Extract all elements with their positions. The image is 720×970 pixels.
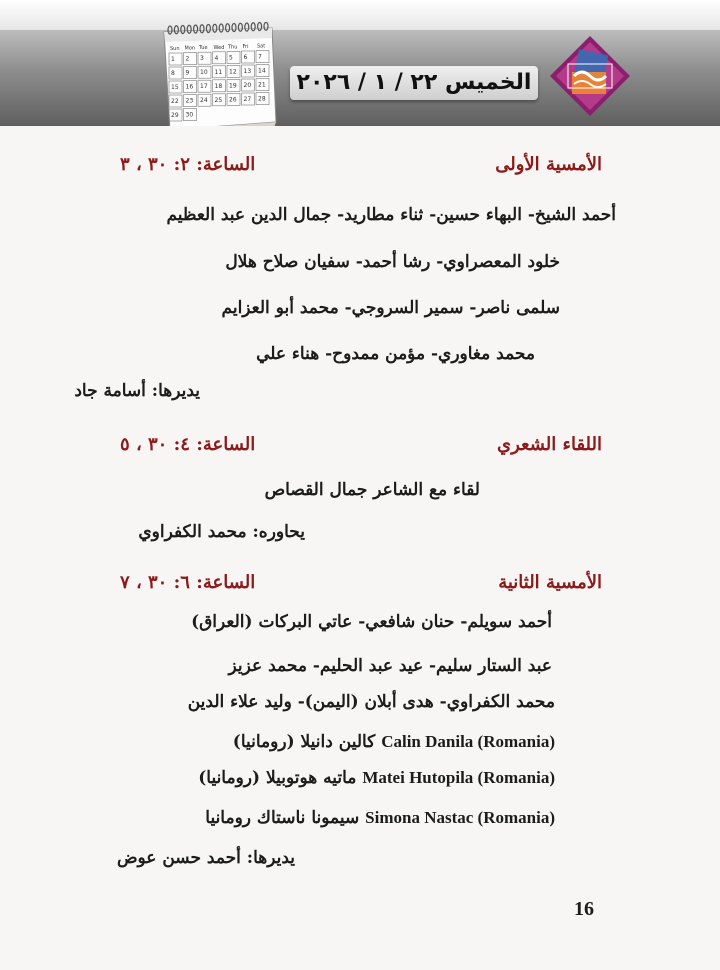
calendar-day-header: Wed xyxy=(213,44,225,51)
foreign-participant xyxy=(198,768,555,788)
page-header xyxy=(0,0,720,126)
foreign-name-arabic: ماتيه هوتوبيلا (رومانيا) xyxy=(198,768,357,788)
calendar-day-number: 5 xyxy=(229,54,233,62)
calendar-day-number: 22 xyxy=(171,98,179,105)
calendar-day-number: 28 xyxy=(258,95,266,103)
calendar-day-number: 12 xyxy=(229,68,237,76)
calendar-icon xyxy=(150,22,280,126)
section-title: الأمسية الثانية xyxy=(498,572,602,593)
participant-line: محمد الكفراوي- هدى أبلان (اليمن)- وليد علاء الدين xyxy=(187,692,555,712)
book-fair-logo xyxy=(548,34,632,118)
participant-line: أحمد سويلم- حنان شافعي- عاتي البركات (العراق) xyxy=(191,612,552,632)
participant-line: سلمى ناصر- سمير السروجي- محمد أبو العزايم xyxy=(221,298,560,318)
calendar-day-number: 15 xyxy=(171,84,179,91)
calendar-day-number: 25 xyxy=(214,96,223,104)
calendar-day-number: 8 xyxy=(171,70,175,77)
foreign-name-latin: Matei Hutopila (Romania) xyxy=(362,768,555,787)
page-number: 16 xyxy=(574,898,594,920)
calendar-day-header: Sat xyxy=(257,43,266,50)
calendar-day-number: 21 xyxy=(258,81,266,89)
calendar-day-number: 9 xyxy=(185,69,190,77)
calendar-day-number: 14 xyxy=(258,67,266,75)
event-date: الخميس ٢٢ / ١ / ٢٠٢٦ xyxy=(296,70,532,95)
calendar-day-number: 16 xyxy=(185,83,194,91)
participant-line: لقاء مع الشاعر جمال القصاص xyxy=(264,480,480,500)
calendar-day-number: 11 xyxy=(214,68,223,76)
calendar-day-number: 27 xyxy=(243,96,252,103)
moderator-line: يديرها: أسامة جاد xyxy=(74,381,200,401)
calendar-day-number: 3 xyxy=(200,55,204,63)
calendar-day-number: 29 xyxy=(171,112,179,119)
calendar-day-header: Thu xyxy=(228,44,238,51)
calendar-day-header: Fri xyxy=(242,44,249,50)
foreign-name-latin: Simona Nastac (Romania) xyxy=(365,808,555,827)
calendar-day-number: 24 xyxy=(200,97,208,105)
section-time: الساعة: ٢: ٣٠ ، ٣ xyxy=(120,154,256,175)
calendar-day-number: 17 xyxy=(200,83,208,91)
section-title: الأمسية الأولى xyxy=(495,154,602,175)
foreign-participant xyxy=(233,732,555,752)
foreign-name-latin: Calin Danila (Romania) xyxy=(381,732,555,751)
calendar-day-number: 19 xyxy=(229,82,237,90)
calendar-day-number: 26 xyxy=(229,96,237,104)
calendar-day-number: 4 xyxy=(214,54,219,62)
calendar-day-number: 18 xyxy=(214,82,223,90)
calendar-day-number: 10 xyxy=(200,69,208,77)
header-top-strip xyxy=(0,0,720,30)
foreign-name-arabic: سيمونا ناستاك رومانيا xyxy=(205,808,360,828)
calendar-day-number: 1 xyxy=(171,56,175,63)
calendar-day-number: 20 xyxy=(243,82,252,89)
moderator-line: يحاوره: محمد الكفراوي xyxy=(138,522,305,542)
calendar-day-header: Sun xyxy=(170,46,180,52)
calendar-day-number: 7 xyxy=(258,53,262,61)
calendar-day-number: 2 xyxy=(185,55,190,63)
calendar-day-header: Tue xyxy=(199,45,208,52)
section-time: الساعة: ٤: ٣٠ ، ٥ xyxy=(120,434,256,455)
calendar-day-number: 23 xyxy=(185,97,194,105)
section-time: الساعة: ٦: ٣٠ ، ٧ xyxy=(120,572,256,593)
calendar-day-number: 30 xyxy=(185,111,194,119)
moderator-line: يديرها: أحمد حسن عوض xyxy=(116,848,295,868)
calendar-day-number: 13 xyxy=(243,68,252,75)
calendar-day-number: 6 xyxy=(243,54,248,61)
section-title: اللقاء الشعري xyxy=(496,434,602,455)
foreign-name-arabic: كالين دانيلا (رومانيا) xyxy=(232,732,376,752)
foreign-participant xyxy=(205,808,555,828)
calendar-day-header: Mon xyxy=(184,45,196,52)
participant-line: أحمد الشيخ- البهاء حسين- ثناء مطاريد- جمال الدين عبد العظيم xyxy=(166,205,616,225)
participant-line: عبد الستار سليم- عيد عبد الحليم- محمد عزيز xyxy=(228,656,552,676)
participant-line: خلود المعصراوي- رشا أحمد- سفيان صلاح هلال xyxy=(225,252,560,272)
participant-line: محمد مغاوري- مؤمن ممدوح- هناء علي xyxy=(256,344,535,364)
